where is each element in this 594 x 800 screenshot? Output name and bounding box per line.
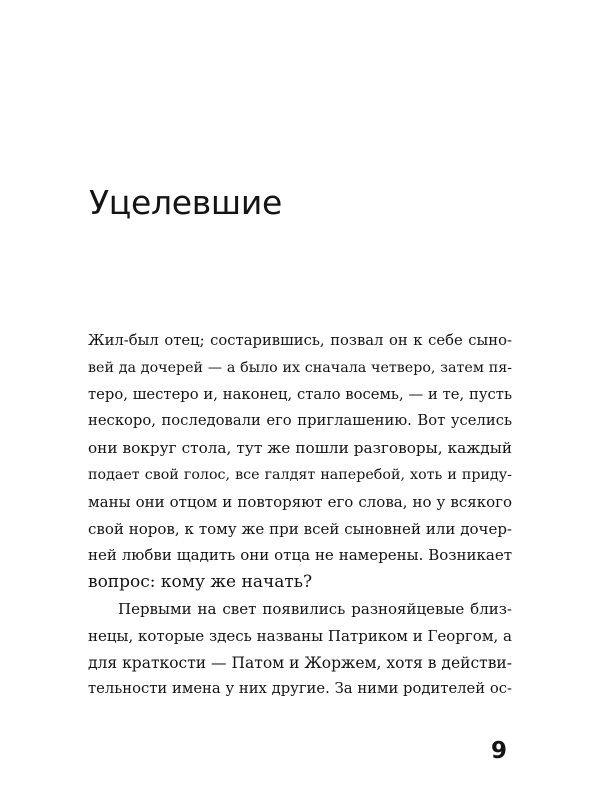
- text-line: подает свой голос, все галдят наперебой, хоть и приду-: [88, 466, 512, 483]
- text-line: для краткости — Патом и Жоржем, хотя в действи-: [88, 653, 513, 672]
- chapter-title: Уцелевшие: [89, 183, 282, 222]
- text-line: тельности имена у них другие. За ними родителей ос-: [88, 680, 512, 698]
- text-line: ней любви щадить они отца не намерены. Возникает: [88, 546, 512, 565]
- text-line: они вокруг стола, тут же пошли разговоры, каждый: [88, 439, 512, 458]
- text-line: теро, шестеро и, наконец, стало восемь, — и те, пусть: [88, 385, 512, 403]
- text-line: маны они отцом и повторяют его слова, но у всякого: [88, 492, 512, 511]
- text-line: вей да дочерей — а было их сначала четверо, затем пя-: [88, 359, 512, 376]
- text-line: Первыми на свет появились разнояйцевые близ-: [118, 599, 512, 618]
- text-line: нецы, которые здесь названы Патриком и Георгом, а: [88, 626, 512, 645]
- text-line: вопрос: кому же начать?: [88, 572, 313, 593]
- body-text: [88, 328, 512, 703]
- paragraph-1: [88, 328, 512, 596]
- text-line: Жил-был отец; состарившись, позвал он к себе сыно-: [88, 332, 512, 349]
- text-line: свой норов, к тому же при всей сыновней или дочер-: [88, 519, 512, 538]
- text-line: нескоро, последовали его приглашению. Вот уселись: [88, 412, 512, 430]
- page-number: 9: [491, 738, 508, 764]
- paragraph-2: [88, 596, 512, 703]
